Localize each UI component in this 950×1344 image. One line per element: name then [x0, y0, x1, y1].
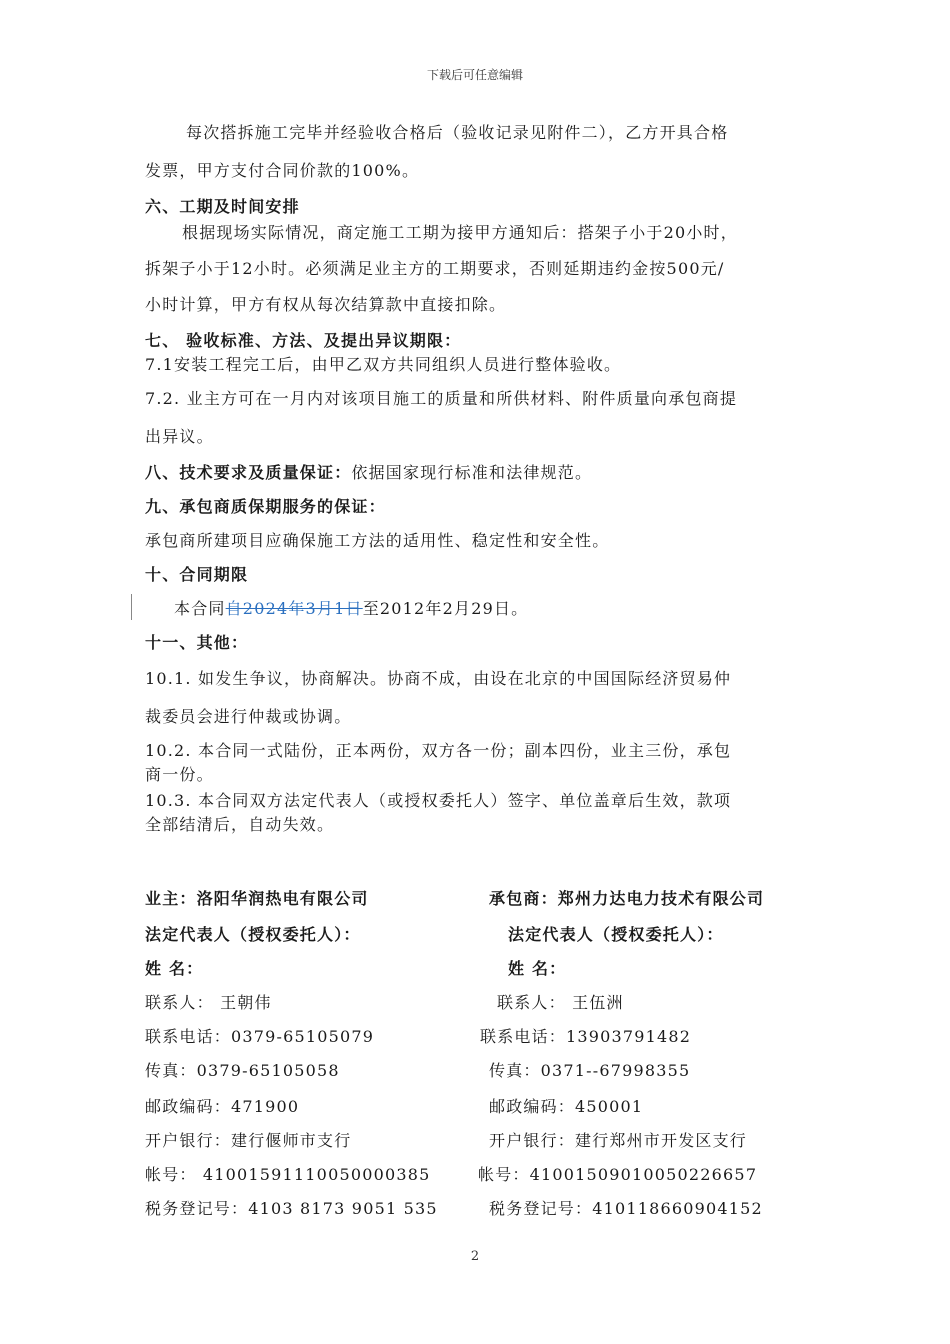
section-heading: 十一、其他：	[145, 633, 249, 652]
paragraph-line: 裁委员会进行仲裁或协调。	[145, 707, 352, 726]
owner-fax: 传真：0379-65105058	[145, 1061, 340, 1080]
section-heading: 十、合同期限	[145, 565, 249, 584]
page-header: 下载后可任意编辑	[426, 68, 523, 82]
section-text: 依据国家现行标准和法律规范。	[351, 463, 593, 482]
paragraph-line: 发票，甲方支付合同价款的100%。	[145, 161, 420, 180]
owner-name: 姓 名：	[145, 959, 204, 978]
page-number: 2	[470, 1249, 480, 1264]
contractor-name: 姓 名：	[508, 959, 567, 978]
owner-postcode: 邮政编码：471900	[145, 1097, 300, 1116]
paragraph-line: 商一份。	[145, 765, 214, 784]
contractor-contact: 联系人： 王伍洲	[497, 993, 624, 1012]
section-heading: 九、承包商质保期服务的保证：	[145, 497, 386, 516]
owner-contact: 联系人： 王朝伟	[145, 993, 272, 1012]
owner-title: 业主：洛阳华润热电有限公司	[145, 889, 369, 908]
paragraph-line: 10.3. 本合同双方法定代表人（或授权委托人）签字、单位盖章后生效，款项	[145, 791, 732, 810]
paragraph-line: 承包商所建项目应确保施工方法的适用性、稳定性和安全性。	[145, 531, 610, 550]
contractor-title: 承包商：郑州力达电力技术有限公司	[489, 889, 765, 908]
section-heading: 六、工期及时间安排	[145, 197, 300, 216]
paragraph-line: 小时计算，甲方有权从每次结算款中直接扣除。	[145, 295, 507, 314]
paragraph-line: 10.1. 如发生争议，协商解决。协商不成，由设在北京的中国国际经济贸易仲	[145, 669, 732, 688]
paragraph-line: 根据现场实际情况，商定施工工期为接甲方通知后：搭架子小于20小时，	[182, 223, 738, 242]
owner-rep: 法定代表人（授权委托人）：	[145, 925, 361, 944]
section-heading: 七、 验收标准、方法、及提出异议期限：	[145, 331, 462, 350]
term-prefix: 本合同	[174, 599, 226, 618]
paragraph-line: 拆架子小于12小时。必须满足业主方的工期要求，否则延期违约金按500元/	[145, 259, 725, 278]
paragraph-line: 出异议。	[145, 427, 214, 446]
paragraph-line: 7.1安装工程完工后，由甲乙双方共同组织人员进行整体验收。	[145, 355, 622, 374]
paragraph-line: 全部结清后，自动失效。	[145, 815, 335, 834]
term-suffix: 至2012年2月29日。	[362, 599, 529, 618]
revision-bar	[131, 594, 132, 620]
contractor-account: 帐号：41001509010050226657	[478, 1165, 758, 1184]
contractor-postcode: 邮政编码：450001	[489, 1097, 644, 1116]
contractor-fax: 传真：0371--67998355	[489, 1061, 691, 1080]
owner-bank: 开户银行：建行偃师市支行	[145, 1131, 352, 1150]
paragraph-line: 每次搭拆施工完毕并经验收合格后（验收记录见附件二），乙方开具合格	[186, 123, 729, 142]
owner-account: 帐号： 41001591110050000385	[145, 1165, 431, 1184]
paragraph-line: 7.2. 业主方可在一月内对该项目施工的质量和所供材料、附件质量向承包商提	[145, 389, 738, 408]
owner-phone: 联系电话：0379-65105079	[145, 1027, 375, 1046]
section-heading: 八、技术要求及质量保证：	[145, 463, 352, 482]
section-8	[145, 460, 592, 483]
paragraph-line: 10.2. 本合同一式陆份，正本两份，双方各一份；副本四份，业主三份，承包	[145, 741, 732, 760]
owner-tax: 税务登记号：4103 8173 9051 535	[145, 1199, 438, 1218]
deleted-text: 自2024年3月1日	[225, 599, 363, 618]
contractor-rep: 法定代表人（授权委托人）：	[508, 925, 724, 944]
contractor-tax: 税务登记号：410118660904152	[489, 1199, 763, 1218]
contractor-bank: 开户银行：建行郑州市开发区支行	[489, 1131, 748, 1150]
contract-term-line	[174, 596, 528, 619]
contractor-phone: 联系电话：13903791482	[480, 1027, 692, 1046]
